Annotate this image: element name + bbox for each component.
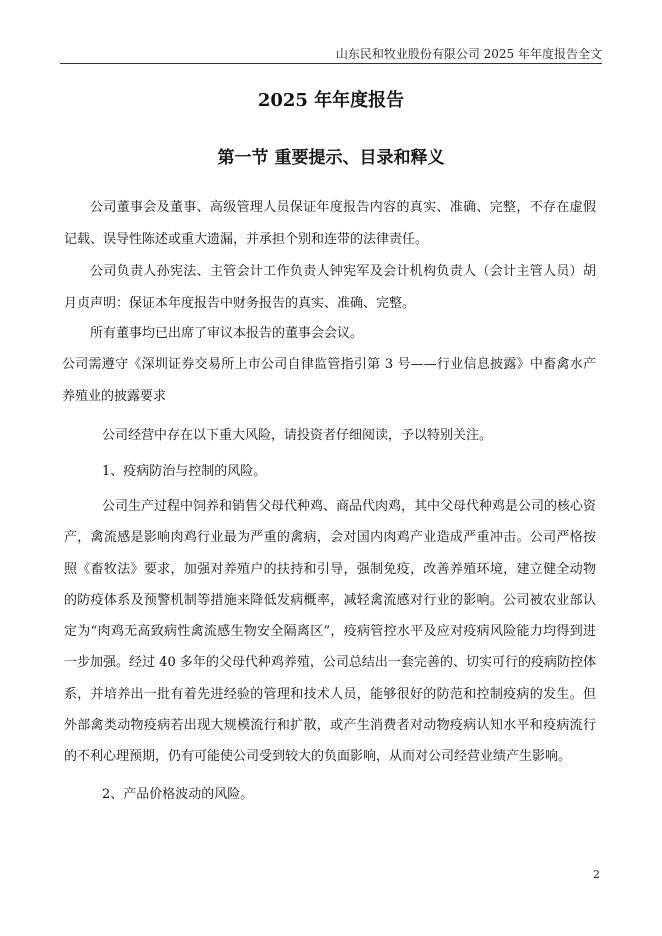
paragraph-responsible-persons: 公司负责人孙宪法、主管会计工作负责人钟宪军及会计机构负责人（会计主管人员）胡月贞声明：保证本年度报告中财务报告的真实、准确、完整。 (64, 264, 596, 311)
paragraph-disclosure-requirement: 公司需遵守《深圳证券交易所上市公司自律监管指引第 3 号——行业信息披露》中畜禽水产养殖业的披露要求 (62, 357, 596, 404)
header-divider (60, 63, 602, 64)
section-title: 第一节 重要提示、目录和释义 (217, 148, 445, 168)
risk-heading-disease: 1、疫病防治与控制的风险。 (102, 464, 267, 479)
page-header-text: 山东民和牧业股份有限公司 2025 年年度报告全文 (335, 47, 602, 61)
page-number: 2 (593, 868, 600, 881)
paragraph-board-guarantee: 公司董事会及董事、高级管理人员保证年度报告内容的真实、准确、完整，不存在虚假记载、误导性陈述或重大遗漏，并承担个别和连带的法律责任。 (64, 200, 596, 247)
paragraph-disease-risk: 公司生产过程中饲养和销售父母代种鸡、商品代肉鸡，其中父母代种鸡是公司的核心资产，禽流感是影响肉鸡行业最为严重的禽病，会对国内肉鸡产业造成严重冲击。公司严格按照《畜牧法》要求，加强对养殖户的扶持和引导，强制免疫，改善养殖环境，建立健全动物的防疫体系及预警机制等措施来降低发病概率，减轻禽流感对行业的影响。公司被农业部认定为“肉鸡无高致病性禽流感生物安全隔离区”，疫病管控水平及应对疫病风险能力均得到进一步加强。经过 40 多年的父母代种鸡养殖，公司总结出一套完善的、切实可行的疫病防控体系，并培养出一批有着先进经验的管理和技术人员，能够很好的防范和控制疫病的发生。但外部禽类动物疫病若出现大规模流行和扩散，或产生消费者对动物疫病认知水平和疫病流行的不利心理预期，仍有可能使公司受到较大的负面影响，从而对公司经营业绩产生影响。 (64, 499, 597, 765)
paragraph-board-attendance: 所有董事均已出席了审议本报告的董事会会议。 (90, 326, 364, 341)
paragraph-risk-notice: 公司经营中存在以下重大风险，请投资者仔细阅读，予以特别关注。 (102, 428, 493, 443)
risk-heading-price: 2、产品价格波动的风险。 (102, 787, 254, 802)
report-title: 2025 年年度报告 (257, 90, 405, 111)
